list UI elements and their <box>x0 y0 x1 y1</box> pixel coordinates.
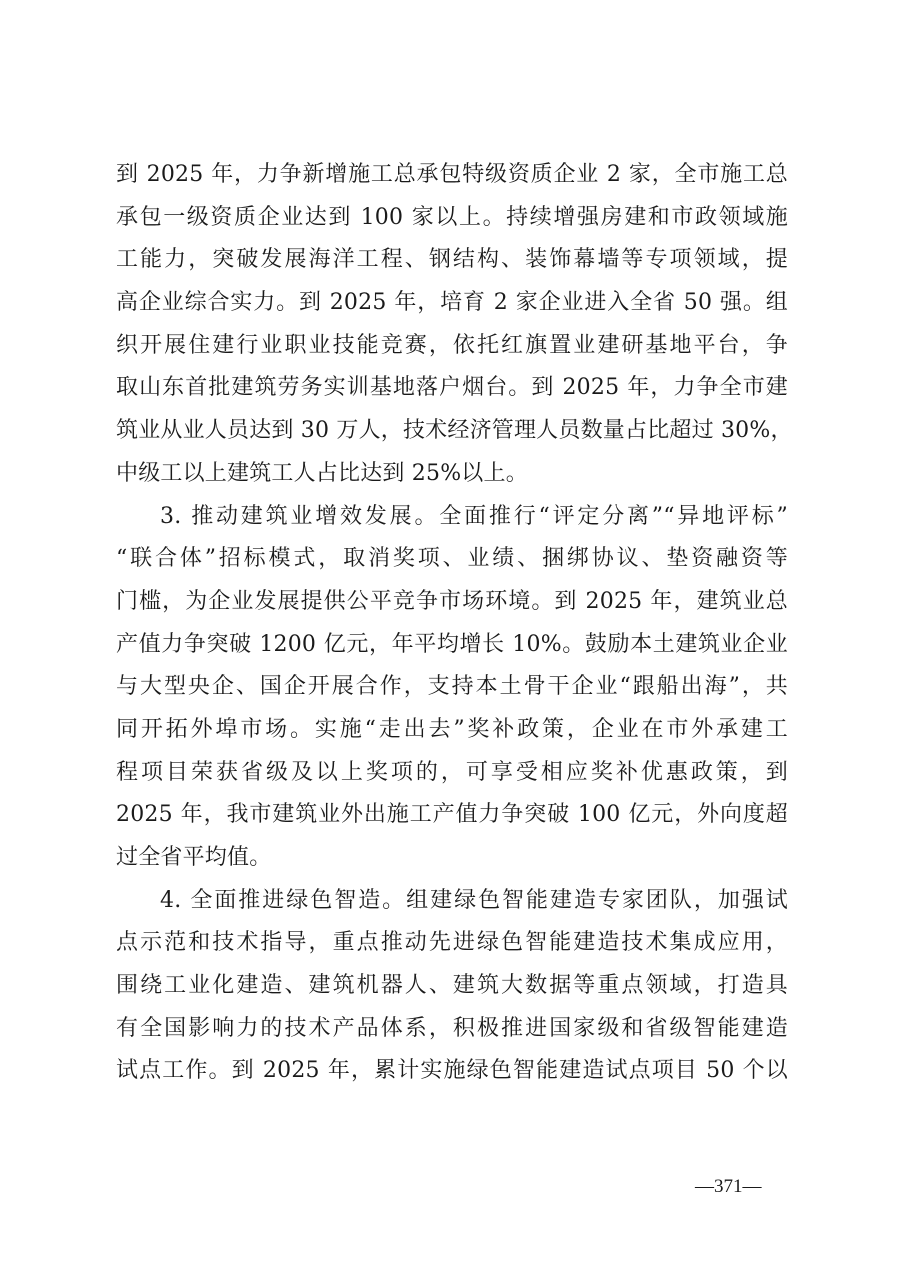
text-line: 取山东首批建筑劳务实训基地落户烟台。到 2025 年，力争全市建 <box>116 375 788 401</box>
text-line: 有全国影响力的技术产品体系，积极推进国家级和省级智能建造 <box>116 1015 788 1041</box>
text-line: 工能力，突破发展海洋工程、钢结构、装饰幕墙等专项领域，提 <box>116 247 788 273</box>
text-line: 2025 年，我市建筑业外出施工产值力争突破 100 亿元，外向度超 <box>116 802 788 828</box>
text-line: 点示范和技术指导，重点推动先进绿色智能建造技术集成应用， <box>116 930 788 956</box>
text-line: 中级工以上建筑工人占比达到 25%以上。 <box>116 460 528 486</box>
text-line: 4. 全面推进绿色智造。组建绿色智能建造专家团队，加强试 <box>160 887 788 913</box>
paragraph-3 <box>116 880 788 1093</box>
text-line: 到 2025 年，力争新增施工总承包特级资质企业 2 家，全市施工总 <box>116 162 788 187</box>
text-line: 同开拓外埠市场。实施“走出去”奖补政策，企业在市外承建工 <box>116 716 788 742</box>
body-text <box>116 154 793 1093</box>
page-number: —371— <box>695 1176 762 1197</box>
text-line: 3. 推动建筑业增效发展。全面推行“评定分离”“异地评标” <box>160 503 788 529</box>
paragraph-2 <box>116 496 788 880</box>
text-line: 与大型央企、国企开展合作，支持本土骨干企业“跟船出海”，共 <box>116 674 788 700</box>
text-line: 门槛，为企业发展提供公平竞争市场环境。到 2025 年，建筑业总 <box>116 588 788 614</box>
text-line: 织开展住建行业职业技能竞赛，依托红旗置业建研基地平台，争 <box>116 332 788 358</box>
text-line: 高企业综合实力。到 2025 年，培育 2 家企业进入全省 50 强。组 <box>116 290 788 316</box>
paragraph-1 <box>116 154 793 496</box>
text-line: “联合体”招标模式，取消奖项、业绩、捆绑协议、垫资融资等 <box>116 546 788 572</box>
text-line: 筑业从业人员达到 30 万人，技术经济管理人员数量占比超过 30%， <box>116 418 793 444</box>
text-line: 试点工作。到 2025 年，累计实施绿色智能建造试点项目 50 个以 <box>116 1058 788 1084</box>
text-line: 承包一级资质企业达到 100 家以上。持续增强房建和市政领域施 <box>116 204 788 230</box>
text-line: 过全省平均值。 <box>116 845 272 870</box>
text-line: 围绕工业化建造、建筑机器人、建筑大数据等重点领域，打造具 <box>116 973 788 999</box>
text-line: 程项目荣获省级及以上奖项的，可享受相应奖补优惠政策，到 <box>116 759 788 785</box>
text-line: 产值力争突破 1200 亿元，年平均增长 10%。鼓励本土建筑业企业 <box>116 631 788 657</box>
